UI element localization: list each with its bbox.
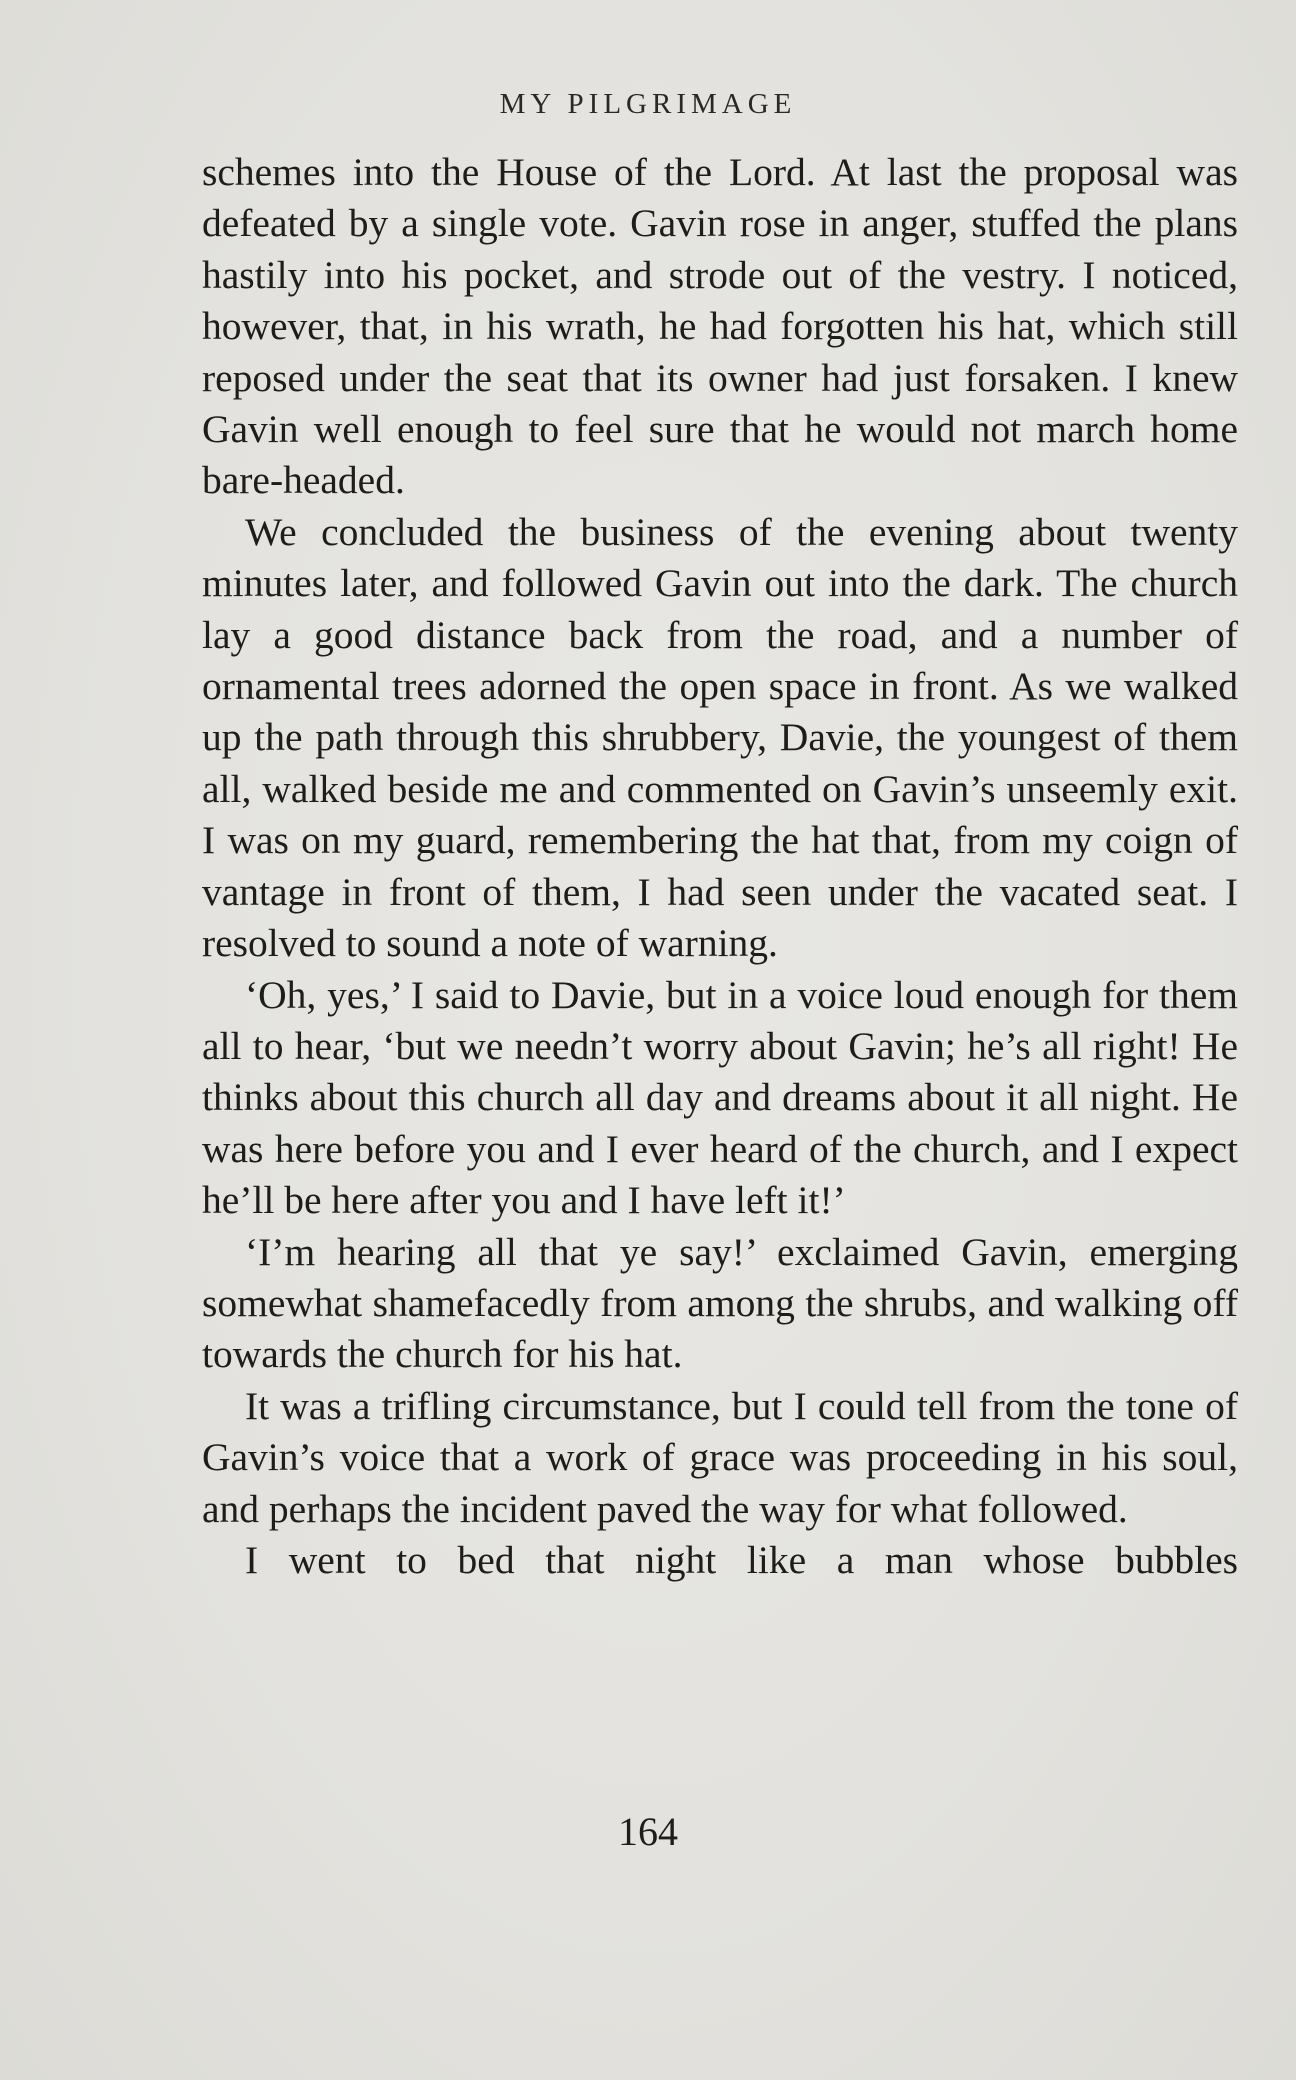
- paragraph-continues: I went to bed that night like a man whose bubbles: [245, 1537, 1238, 1582]
- page-number: 164: [618, 1809, 678, 1854]
- paragraph-continued: schemes into the House of the Lord. At last the proposal was defeated by a single vote. Gavin rose in anger, stuffed the plans hastily into his pocket, and strode out of the vestry. I noticed, however, that, in his wrath, he had forgotten his hat, which still reposed under the seat that its owner had just forsaken. I knew Gavin well enough to feel sure that he would not march home bare-headed.: [202, 150, 1238, 503]
- paragraph: ‘Oh, yes,’ I said to Davie, but in a voice loud enough for them all to hear, ‘but we needn’t worry about Gavin; he’s all right! He thinks about this church all day and dreams about it all night. He was here before you and I ever heard of the church, and I expect he’ll be here after you and I have left it!’: [202, 972, 1238, 1223]
- paragraph: We concluded the business of the evening about twenty minutes later, and followed Gavin out into the dark. The church lay a good distance back from the road, and a number of ornamental trees adorned the open space in front. As we walked up the path through this shrubbery, Davie, the youngest of them all, walked beside me and commented on Gavin’s unseemly exit. I was on my guard, remembering the hat that, from my coign of vantage in front of them, I had seen under the vacated seat. I resolved to sound a note of warning.: [202, 509, 1238, 966]
- paragraph: It was a trifling circumstance, but I could tell from the tone of Gavin’s voice that a work of grace was proceeding in his soul, and perhaps the incident paved the way for what followed.: [202, 1383, 1238, 1531]
- running-head: MY PILGRIMAGE: [499, 88, 797, 120]
- body-text: [202, 147, 1238, 1586]
- paragraph: ‘I’m hearing all that ye say!’ exclaimed Gavin, emerging somewhat shamefacedly from among the shrubs, and walking off towards the church for his hat.: [202, 1229, 1238, 1377]
